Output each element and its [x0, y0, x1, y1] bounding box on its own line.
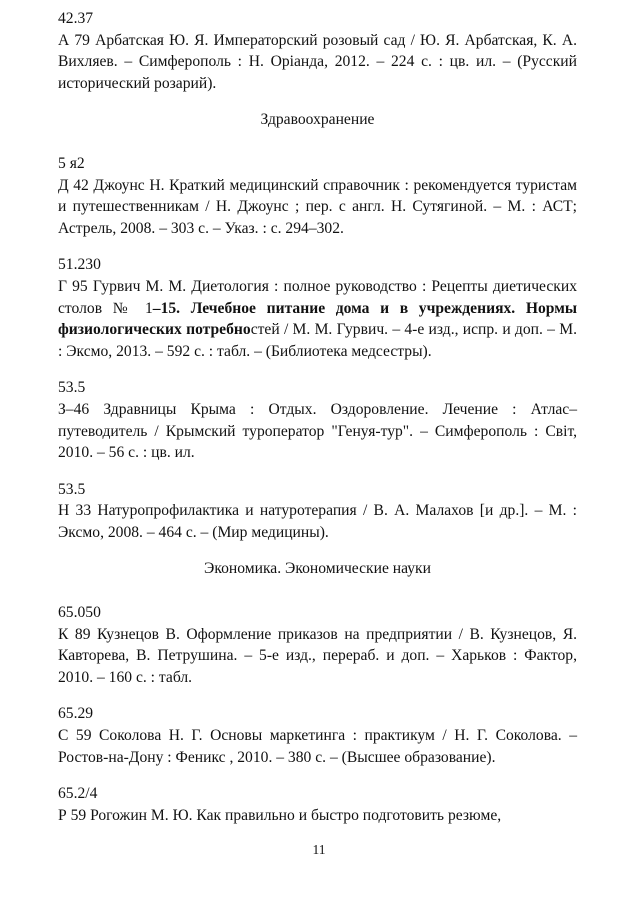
bibliography-entry — [58, 254, 577, 362]
entry-text-part: Г 95 Гурвич М. М. Диетология : полное руководство : Рецепты диетических столов № 1 — [58, 277, 577, 317]
bibliography-entry — [58, 703, 577, 768]
document-page — [58, 8, 577, 841]
entry-text-part: стей / М. М. Гурвич. – 4-е изд., испр. и доп. – М. : Эксмо, 2013. – 592 с. : табл. – (Библиотека медсестры). — [58, 321, 577, 360]
classification-code: 5 я2 — [58, 154, 85, 172]
entry-text — [58, 276, 577, 362]
classification-code: 53.5 — [58, 379, 86, 397]
section-heading-health: Здравоохранение — [260, 111, 375, 129]
classification-code: 42.37 — [58, 10, 94, 27]
entry-text: З–46 Здравницы Крыма : Отдых. Оздоровление. Лечение : Атлас–путеводитель / Крымский туроператор "Генуя-тур". – Симферополь : Світ, 2010. – 56 с. : цв. ил. — [58, 400, 577, 462]
classification-code: 65.29 — [58, 705, 94, 723]
classification-code: 65.2/4 — [58, 785, 98, 803]
entry-text: А 79 Арбатская Ю. Я. Императорский розовый сад / Ю. Я. Арбатская, К. А. Вихляев. – Симферополь : Н. Орiанда, 2012. – 224 с. : цв. ил. – (Русский исторический розарий). — [58, 31, 577, 92]
bibliography-entry — [58, 479, 577, 544]
classification-code: 51.230 — [58, 256, 101, 274]
bibliography-entry — [58, 377, 577, 463]
section-heading-economics: Экономика. Экономические науки — [204, 560, 431, 578]
bibliography-entry — [58, 153, 577, 239]
page-number: 11 — [312, 842, 326, 857]
classification-code: 53.5 — [58, 480, 86, 498]
bibliography-entry — [58, 8, 577, 94]
bibliography-entry — [58, 783, 577, 826]
entry-text: Н 33 Натуропрофилактика и натуротерапия / В. А. Малахов [и др.]. – М. : Эксмо, 2008. – 464 с. – (Мир медицины). — [58, 502, 577, 541]
entry-text: Р 59 Рогожин М. Ю. Как правильно и быстро подготовить резюме, — [58, 806, 502, 824]
entry-text: К 89 Кузнецов В. Оформление приказов на предприятии / В. Кузнецов, Я. Кавторева, В. Петрушина. – 5-е изд., перераб. и доп. – Харьков : Фактор, 2010. – 160 с. : табл. — [58, 625, 577, 686]
classification-code: 65.050 — [58, 604, 101, 622]
entry-text-bold-part: –15. Лечебное питание дома и в учреждениях. Нормы физиологических потребно — [58, 299, 578, 339]
entry-text: С 59 Соколова Н. Г. Основы маркетинга : практикум / Н. Г. Соколова. – Ростов-на-Дону : Феникс , 2010. – 380 с. – (Высшее образование). — [58, 727, 577, 766]
entry-text: Д 42 Джоунс Н. Краткий медицинский справочник : рекомендуется туристам и путешественникам / Н. Джоунс ; пер. с англ. Н. Сутягиной. – М. : АСТ; Астрель, 2008. – 303 с. – Указ. : с. 294–302. — [58, 176, 577, 237]
bibliography-entry — [58, 602, 577, 688]
